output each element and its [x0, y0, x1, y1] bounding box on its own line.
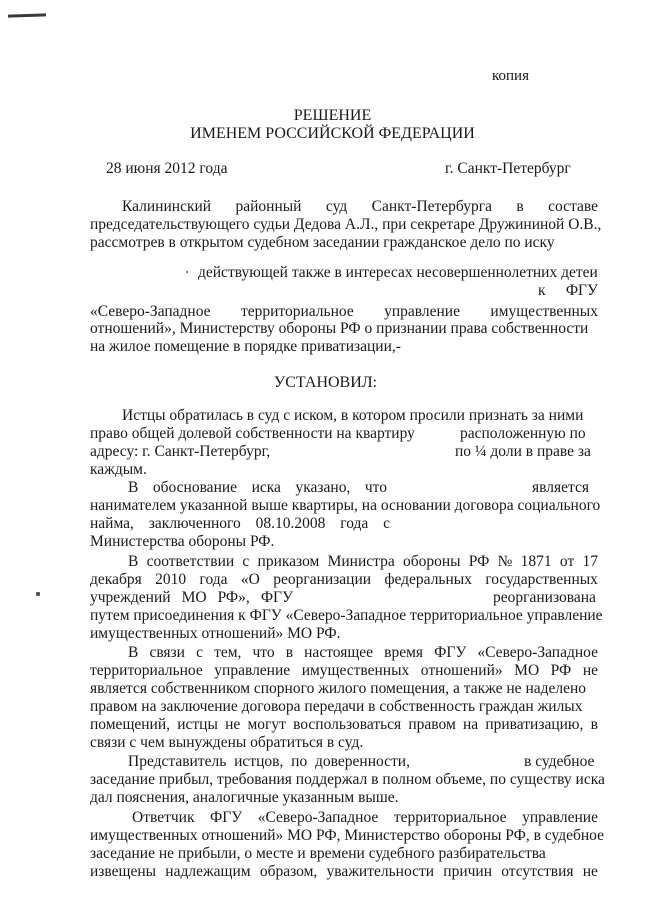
- intro-line-5: [538, 282, 598, 300]
- p3-line-5: имущественных отношений» МО РФ.: [90, 625, 341, 642]
- word: что: [364, 479, 387, 496]
- word: ФГУ: [565, 282, 598, 299]
- word: года: [199, 571, 228, 588]
- word: отношений»: [420, 662, 503, 679]
- p1-line-4: каждым.: [90, 461, 147, 478]
- word: ФГУ: [260, 589, 293, 606]
- intro-line-2: председательствующего судьи Дедова А.Л., при секретаре Дружининой О.В.,: [90, 216, 602, 233]
- word: образом,: [259, 863, 318, 880]
- word: 08.10.2008: [255, 515, 326, 532]
- intro-line-7: отношений», Министерству обороны РФ о признании права собственности: [90, 320, 589, 337]
- word: по: [291, 753, 308, 770]
- word: «О: [240, 571, 260, 588]
- word: с: [242, 553, 250, 570]
- intro-line-3: рассмотрев в открытом судебном заседании гражданское дело по иску: [90, 234, 555, 251]
- word: на: [462, 716, 479, 733]
- p3-line-2: [90, 571, 598, 589]
- section-title: УСТАНОВИЛ:: [273, 374, 378, 391]
- word: 1871: [520, 553, 552, 570]
- word: Ответчик: [132, 809, 195, 826]
- p5-line-1b: в судебное: [524, 753, 595, 770]
- p2-line-1: [128, 479, 387, 497]
- scan-dot: [36, 592, 40, 596]
- word: территориальное: [90, 662, 203, 679]
- word: время: [384, 644, 424, 661]
- word: декабря: [90, 571, 142, 588]
- word: доверенности,: [315, 753, 410, 770]
- intro-line-4: действующей также в интересах несовершеннолетних детеи: [198, 264, 598, 281]
- word: правом: [408, 716, 456, 733]
- p3-line-1: [128, 553, 598, 571]
- word: ФГУ: [210, 809, 243, 826]
- word: тем,: [214, 644, 242, 661]
- p5-line-1a: [128, 753, 410, 771]
- word: в: [590, 716, 598, 733]
- decision-city: г. Санкт-Петербург: [445, 160, 571, 177]
- p3-line-4: путем присоединения к ФГУ «Северо-Западное территориальное управление: [90, 607, 603, 624]
- word: имущественных: [301, 662, 410, 679]
- p1-line-2a: право общей долевой собственности на квартиру: [90, 425, 415, 442]
- p6-line-3: заседание не прибыли, о месте и времени судебного разбирательства: [90, 845, 546, 862]
- p1-line-2b: расположенную по: [460, 425, 586, 442]
- document-title: РЕШЕНИЕ: [293, 107, 372, 124]
- scan-artifact-mark: [8, 13, 46, 17]
- word: с: [383, 515, 390, 532]
- word: не: [582, 662, 598, 679]
- word: связи: [149, 644, 185, 661]
- word: найма,: [90, 515, 134, 532]
- word: указано,: [295, 479, 351, 496]
- document-subtitle: ИМЕНЕМ РОССИЙСКОЙ ФЕДЕРАЦИИ: [190, 125, 475, 142]
- p6-line-2: имущественных отношений» МО РФ, Министерство обороны РФ, в судебное: [90, 827, 605, 844]
- word: Представитель: [128, 753, 227, 770]
- scan-dot: [186, 271, 188, 273]
- word: не: [225, 716, 241, 733]
- p2-line-1b: является: [532, 479, 589, 496]
- p6-line-4: [90, 863, 598, 881]
- word: федеральных: [384, 571, 472, 588]
- word: «Северо-Западное: [257, 809, 379, 826]
- decision-date: 28 июня 2012 года: [106, 160, 228, 177]
- word: соответствии: [146, 553, 235, 570]
- word: обороны: [402, 553, 461, 570]
- word: ФГУ: [434, 644, 467, 661]
- word: РФ: [550, 662, 572, 679]
- word: приказом: [257, 553, 320, 570]
- copy-mark: копия: [492, 68, 529, 84]
- word: МО: [181, 589, 207, 606]
- word: с: [196, 644, 203, 661]
- word: составе: [548, 198, 598, 215]
- word: от: [559, 553, 575, 570]
- word: РФ: [468, 553, 490, 570]
- p1-line-3b: по ¼ доли в праве за: [455, 443, 591, 460]
- word: иска: [251, 479, 281, 496]
- word: настоящее: [304, 644, 374, 661]
- word: реорганизации: [273, 571, 372, 588]
- word: в: [285, 644, 294, 661]
- word: учреждений: [90, 589, 171, 606]
- p3-line-3a: [90, 589, 293, 607]
- word: «Северо-Западное: [477, 644, 598, 661]
- p4-line-5: [90, 716, 598, 734]
- word: не: [582, 863, 598, 880]
- word: РФ»,: [217, 589, 250, 606]
- word: Санкт-Петербурга: [371, 198, 492, 215]
- word: приватизацию,: [485, 716, 584, 733]
- word: управление: [384, 303, 460, 320]
- word: отсутствия: [501, 863, 574, 880]
- word: надлежащим: [165, 863, 251, 880]
- word: заключенного: [148, 515, 241, 532]
- p3-line-3b: реорганизована: [493, 589, 596, 606]
- word: истцов,: [234, 753, 284, 770]
- word: управление: [522, 809, 598, 826]
- p5-line-3: дал пояснения, аналогичные указанным выше.: [90, 789, 399, 806]
- word: управление: [214, 662, 291, 679]
- intro-line-6: [90, 303, 598, 321]
- word: года: [340, 515, 369, 532]
- p4-line-6: связи с чем вынуждены обратиться в суд.: [90, 734, 364, 751]
- intro-line-8: на жилое помещение в порядке приватизации,-: [90, 338, 401, 355]
- word: 17: [582, 553, 598, 570]
- word: в: [516, 198, 524, 215]
- p4-line-4: правом на заключение договора передачи в собственность граждан жилых: [90, 698, 583, 715]
- p2-line-4: Министерства обороны РФ.: [90, 533, 275, 550]
- word: территориальное: [393, 809, 507, 826]
- word: В: [128, 644, 139, 661]
- word: к: [538, 282, 546, 299]
- p2-line-3: [90, 515, 390, 533]
- p1-line-1: Истцы обратилась в суд с иском, в котором просили признать за ними: [122, 407, 584, 424]
- word: имущественных: [490, 303, 598, 320]
- word: что: [252, 644, 275, 661]
- word: районный: [235, 198, 302, 215]
- word: извещены: [90, 863, 157, 880]
- word: «Северо-Западное: [90, 303, 211, 320]
- intro-line-1: [122, 198, 598, 216]
- word: воспользоваться: [293, 716, 402, 733]
- word: 2010: [155, 571, 187, 588]
- word: Калининский: [122, 198, 212, 215]
- word: могут: [247, 716, 286, 733]
- word: причин: [443, 863, 493, 880]
- word: №: [497, 553, 513, 570]
- word: государственных: [485, 571, 598, 588]
- p6-line-1: [132, 809, 598, 827]
- p4-line-1: [128, 644, 598, 662]
- word: уважительности: [326, 863, 435, 880]
- word: территориальное: [240, 303, 354, 320]
- word: помещений,: [90, 716, 171, 733]
- word: МО: [514, 662, 540, 679]
- word: В: [128, 553, 139, 570]
- p4-line-3: является собственником спорного жилого помещения, а также не наделено: [90, 680, 587, 697]
- word: обоснование: [152, 479, 238, 496]
- word: суд: [325, 198, 348, 215]
- p4-line-2: [90, 662, 598, 680]
- word: В: [128, 479, 139, 496]
- word: Министра: [327, 553, 395, 570]
- word: истцы: [177, 716, 218, 733]
- p1-line-3a: адресу: г. Санкт-Петербург,: [90, 443, 271, 460]
- p5-line-2: заседание прибыл, требования поддержал в полном объеме, по существу иска: [90, 771, 605, 788]
- p2-line-2: нанимателем указанной выше квартиры, на основании договора социального: [90, 497, 601, 514]
